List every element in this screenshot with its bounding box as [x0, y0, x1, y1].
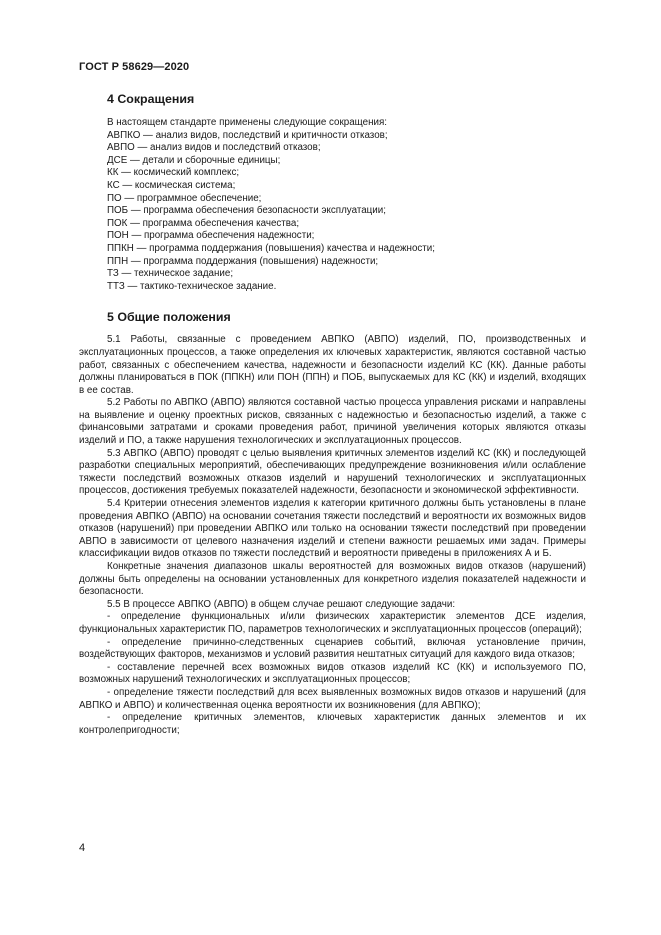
abbreviation-item: ППН — программа поддержания (повышения) надежности; — [107, 255, 379, 267]
abbreviation-item: КС — космическая система; — [107, 179, 236, 191]
abbreviation-item: ПО — программное обеспечение; — [107, 192, 262, 204]
abbreviation-item: ППКН — программа поддержания (повышения) качества и надежности; — [107, 242, 435, 254]
page-number: 4 — [79, 842, 86, 854]
abbreviation-item: ПОН — программа обеспечения надежности; — [107, 230, 315, 242]
paragraph-5-4: 5.4 Критерии отнесения элементов изделия к категории критичного должны быть установлены в плане проведения АВПКО (АВПО) на основании сочетания тяжести последствий и вероятности их возможных видов отказов (нарушений) при проведении АВПКО или только на основании тяжести последствий при проведении АВПО в зависимости от целевого назначения изделий и степени важности решаемых ими задач. Примеры классификации видов отказов по тяжести последствий и вероятности приведены в приложениях А и Б. — [79, 498, 586, 560]
abbreviation-item: АВПО — анализ видов и последствий отказов; — [107, 142, 321, 154]
document-header: ГОСТ Р 58629—2020 — [79, 61, 190, 73]
abbreviation-item: ДСЕ — детали и сборочные единицы; — [107, 154, 281, 166]
page-content — [79, 88, 586, 737]
task-list-item: - определение тяжести последствий для всех выявленных возможных видов отказов и нарушений (для АВПКО и АВПО) и количественная оценка вероятности их возникновения (для АВПКО); — [79, 686, 586, 711]
section-5-title: 5 Общие положения — [107, 310, 231, 325]
task-list-item: - определение причинно-следственных сценариев событий, включая установление причин, воздействующих факторов, механизмов и условий развития нештатных ситуаций для каждого вида отказов; — [79, 636, 586, 661]
paragraph-5-1: 5.1 Работы, связанные с проведением АВПКО (АВПО) изделий, ПО, производственных и эксплуатационных процессов, а также определения их ключевых характеристик, являются составной частью работ, связанных с обеспечением качества, надежности и безопасности изделий КС (КК). Данные работы должны планироваться в ПОК (ППКН) или ПОН (ППН) и ПОБ, выпускаемых для КС (КК) и изделий, входящих в ее состав. — [79, 334, 586, 396]
abbreviation-item: ТЗ — техническое задание; — [107, 268, 234, 280]
abbreviations-list — [107, 130, 586, 294]
section-4-title: 4 Сокращения — [107, 92, 195, 106]
abbreviation-item: АВПКО — анализ видов, последствий и критичности отказов; — [107, 129, 388, 141]
task-list-item: - составление перечней всех возможных видов отказов изделий КС (КК) и используемого ПО, возможных нарушений технологических и эксплуатационных процессов; — [79, 661, 586, 686]
task-list-item: - определение критичных элементов, ключевых характеристик данных элементов и их контролепригодности; — [79, 712, 586, 736]
abbreviations-intro: В настоящем стандарте применены следующие сокращения: — [107, 117, 387, 128]
paragraph-5-3: 5.3 АВПКО (АВПО) проводят с целью выявления критичных элементов изделий КС (КК) и последующей разработки специальных мероприятий, обеспечивающих предупреждение возникновения и/или ослабление тяжести последствий возможных отказов изделий и нарушений технологических и эксплуатационных процессов, достижения требуемых показателей надежности, безопасности и экономической эффективности. — [79, 447, 586, 497]
abbreviation-item: ТТЗ — тактико-техническое задание. — [107, 280, 277, 292]
paragraph-5-5: 5.5 В процессе АВПКО (АВПО) в общем случае решают следующие задачи: — [107, 598, 456, 610]
paragraph-5-2: 5.2 Работы по АВПКО (АВПО) являются составной частью процесса управления рисками и направлены на выявление и оценку проектных рисков, связанных с надежностью и безопасностью изделий, а также с финансовыми затратами и сроками проведения работ, причиной увеличения которых являются отказы изделий и ПО, а также нарушения технологических и эксплуатационных процессов. — [79, 397, 586, 447]
abbreviation-item: ПОК — программа обеспечения качества; — [107, 217, 300, 229]
task-list-item: - определение функциональных и/или физических характеристик элементов ДСЕ изделия, функциональных характеристик ПО, параметров технологических и эксплуатационных процессов (операций); — [79, 611, 586, 635]
paragraph-5-4-note: Конкретные значения диапазонов шкалы вероятностей для возможных видов отказов (нарушений) должны быть определены на основании установленных для конкретного изделия показателей надежности и безопасности. — [79, 561, 586, 598]
abbreviation-item: ПОБ — программа обеспечения безопасности эксплуатации; — [107, 205, 386, 217]
abbreviation-item: КК — космический комплекс; — [107, 167, 240, 179]
